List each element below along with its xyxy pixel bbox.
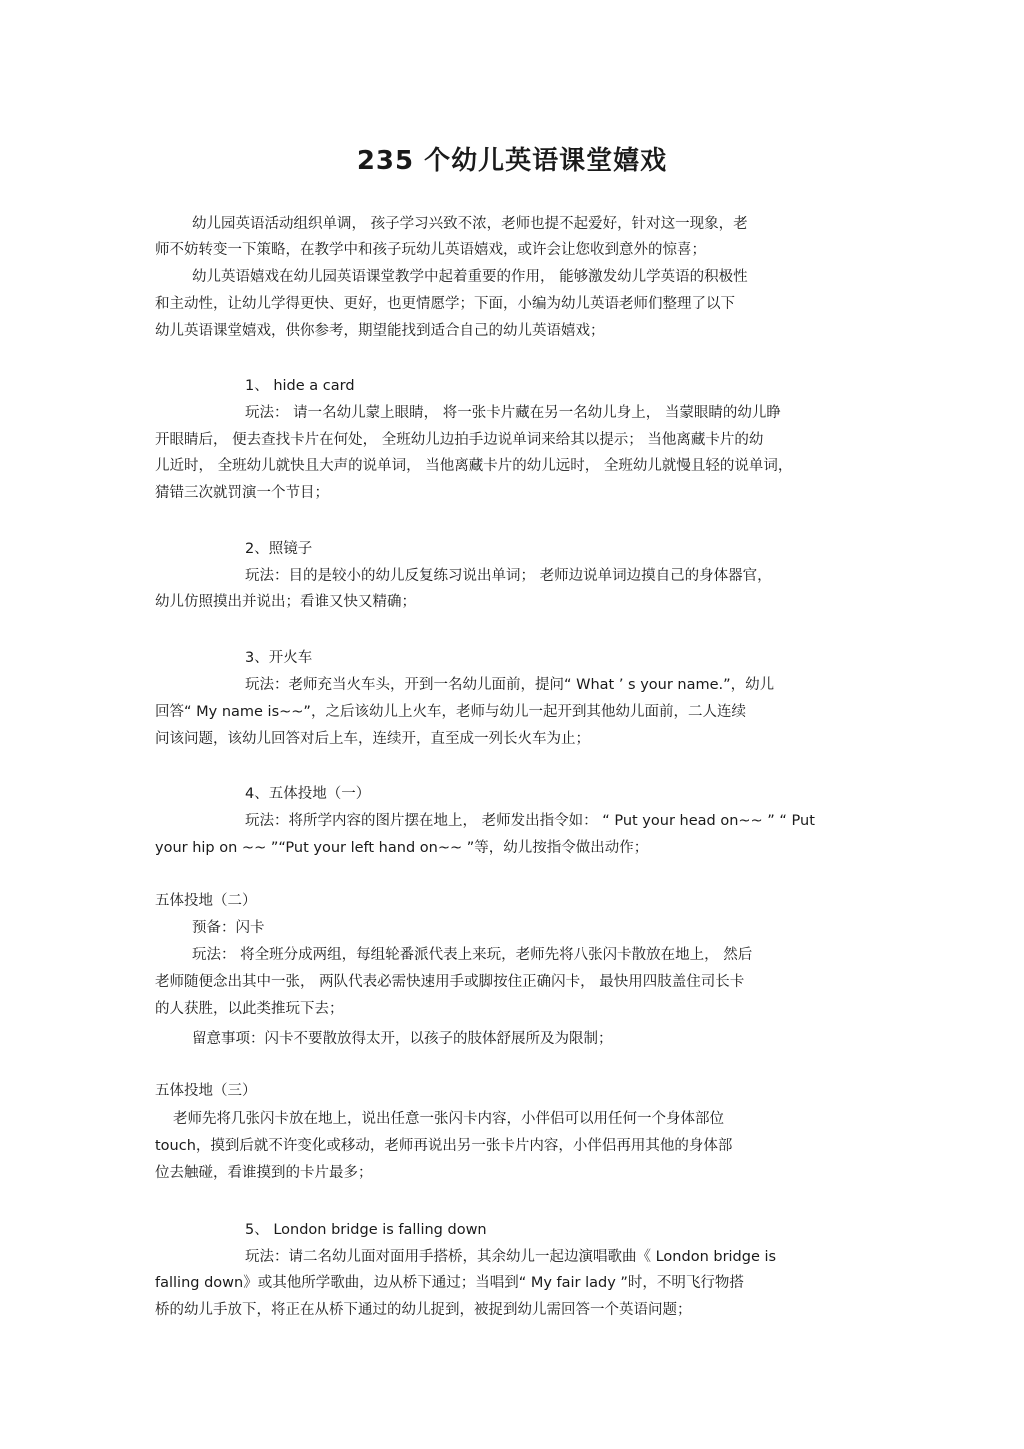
section-heading: 五体投地（二） (155, 893, 257, 909)
paragraph-line: 猜错三次就罚演一个节目； (155, 485, 329, 501)
paragraph-line: 老师随便念出其中一张， 两队代表必需快速用手或脚按住正确闪卡， 最快用四肢盖住司长卡 (155, 974, 745, 990)
paragraph-line: 玩法：请二名幼儿面对面用手搭桥，其余幼儿一起边演唱歌曲《 London bridge is (245, 1249, 777, 1265)
paragraph-line: 幼儿仿照摸出并说出；看谁又快又精确； (155, 594, 416, 610)
section-heading: 五体投地（三） (155, 1083, 257, 1099)
paragraph-line: 玩法：老师充当火车头，开到一名幼儿面前，提问“ What ’ s your name.”，幼儿 (245, 677, 775, 693)
note-line: 留意事项：闪卡不要散放得太开，以孩子的肢体舒展所及为限制； (192, 1031, 613, 1047)
paragraph-line: 儿近时， 全班幼儿就快且大声的说单词， 当他离藏卡片的幼儿远时， 全班幼儿就慢且轻的说单词， (155, 458, 793, 474)
paragraph-line: 的人获胜，以此类推玩下去； (155, 1001, 344, 1017)
paragraph-line: 玩法： 将全班分成两组，每组轮番派代表上来玩，老师先将八张闪卡散放在地上， 然后 (192, 947, 753, 963)
paragraph-line: falling down》或其他所学歌曲，边从桥下通过；当唱到“ My fair lady ”时，不明飞行物搭 (155, 1275, 744, 1291)
paragraph-line: touch，摸到后就不许变化或移动，老师再说出另一张卡片内容，小伴侣再用其他的身体部 (155, 1138, 733, 1154)
paragraph-line: 开眼睛后， 便去查找卡片在何处， 全班幼儿边拍手边说单词来给其以提示； 当他离藏卡片的幼 (155, 432, 764, 448)
document-title: 235 个幼儿英语课堂嬉戏 (356, 146, 668, 176)
paragraph-line: 老师先将几张闪卡放在地上，说出任意一张闪卡内容，小伴侣可以用任何一个身体部位 (173, 1111, 724, 1127)
prep-line: 预备：闪卡 (192, 920, 265, 936)
intro-line: 幼儿英语嬉戏在幼儿园英语课堂教学中起着重要的作用， 能够激发幼儿学英语的积极性 (192, 269, 748, 285)
section-heading: 2、照镜子 (245, 541, 313, 557)
paragraph-line: 玩法：将所学内容的图片摆在地上， 老师发出指令如： “ Put your head on~~ ” “ Put (245, 813, 815, 829)
intro-line: 幼儿英语课堂嬉戏，供你参考，期望能找到适合自己的幼儿英语嬉戏； (155, 323, 605, 339)
intro-line: 和主动性，让幼儿学得更快、更好，也更情愿学；下面，小编为幼儿英语老师们整理了以下 (155, 296, 735, 312)
section-heading: 4、五体投地（一） (245, 786, 371, 802)
paragraph-line: your hip on ~~ ”“Put your left hand on~~ ”等，幼儿按指令做出动作； (155, 840, 649, 856)
paragraph-line: 回答“ My name is~~”，之后该幼儿上火车，老师与幼儿一起开到其他幼儿面前，二人连续 (155, 704, 746, 720)
section-heading: 5、 London bridge is falling down (245, 1222, 487, 1238)
section-heading: 1、 hide a card (245, 378, 355, 394)
paragraph-line: 玩法：目的是较小的幼儿反复练习说出单词； 老师边说单词边摸自己的身体器官， (245, 568, 772, 584)
paragraph-line: 位去触碰，看谁摸到的卡片最多； (155, 1165, 373, 1181)
paragraph-line: 问该问题，该幼儿回答对后上车，连续开，直至成一列长火车为止； (155, 731, 590, 747)
paragraph-line: 桥的幼儿手放下，将正在从桥下通过的幼儿捉到，被捉到幼儿需回答一个英语问题； (155, 1302, 692, 1318)
paragraph-line: 玩法： 请一名幼儿蒙上眼睛， 将一张卡片藏在另一名幼儿身上， 当蒙眼睛的幼儿睁 (245, 405, 781, 421)
intro-line: 幼儿园英语活动组织单调， 孩子学习兴致不浓，老师也提不起爱好，针对这一现象，老 (192, 216, 748, 232)
section-heading: 3、开火车 (245, 650, 313, 666)
intro-line: 师不妨转变一下策略，在教学中和孩子玩幼儿英语嬉戏，或许会让您收到意外的惊喜； (155, 242, 706, 258)
